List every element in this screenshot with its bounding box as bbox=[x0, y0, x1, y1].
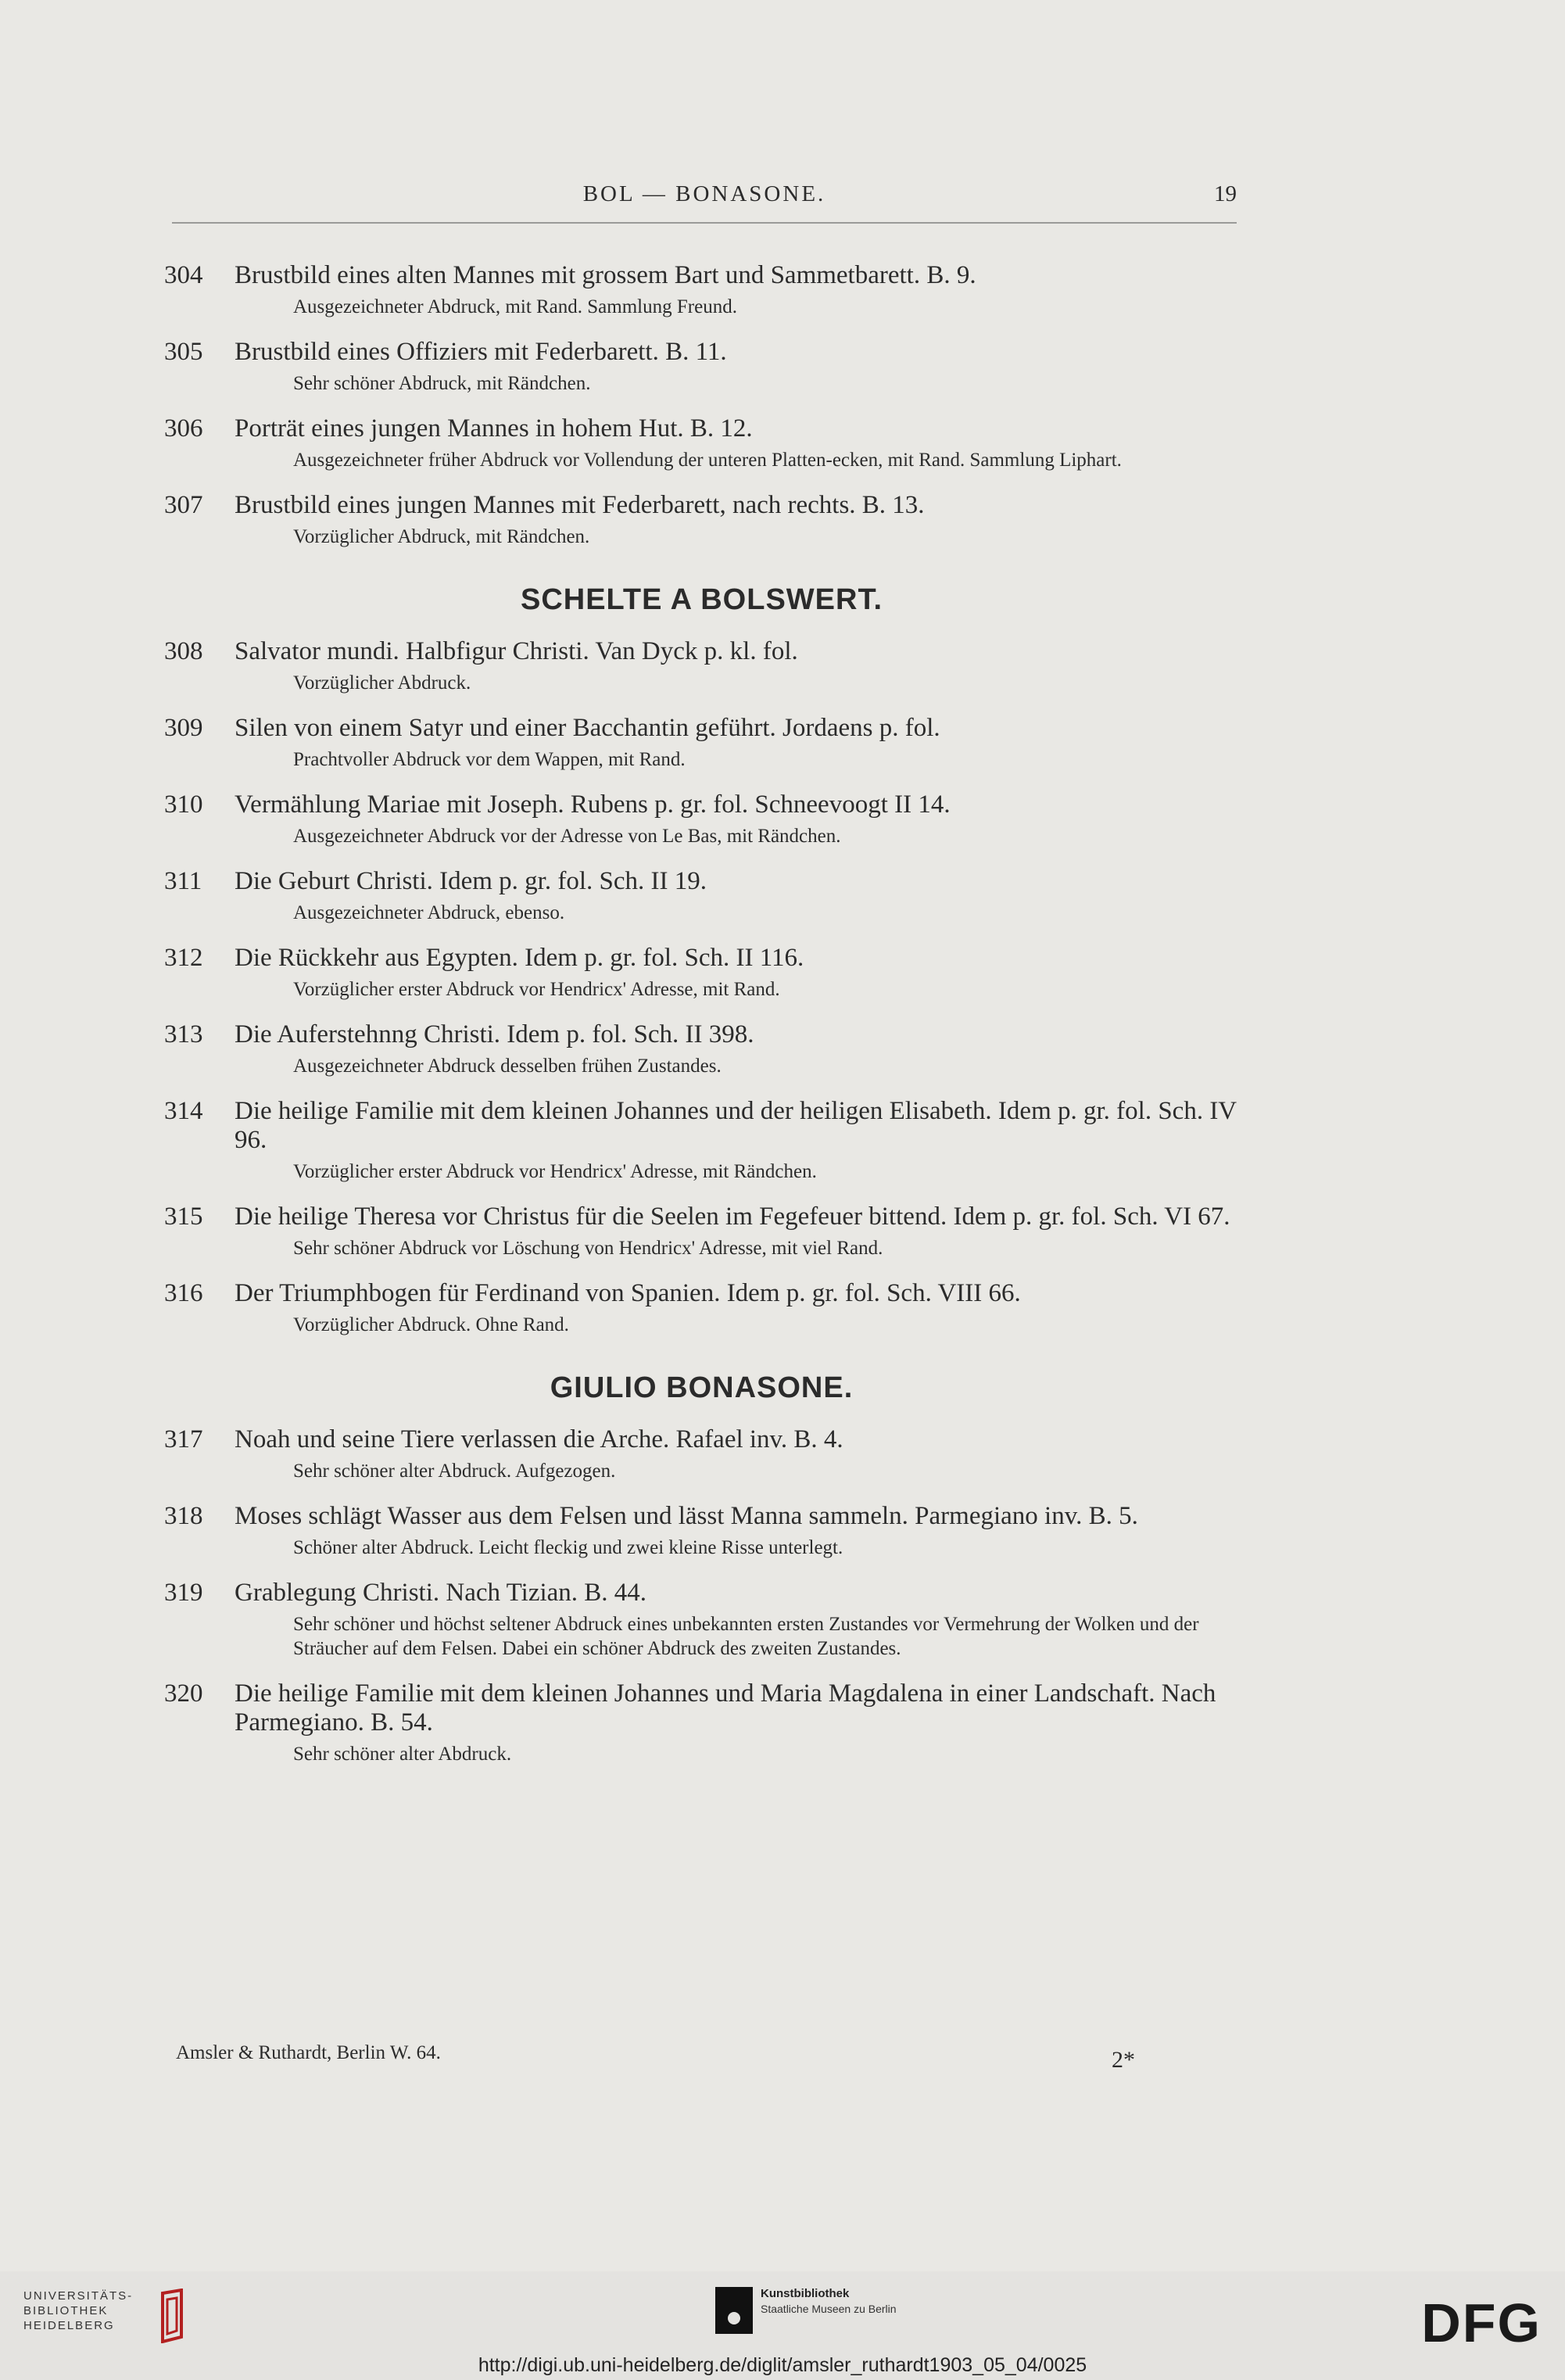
entry-condition-note: Sehr schöner alter Abdruck. Aufgezogen. bbox=[293, 1461, 616, 1482]
catalogue-entry bbox=[164, 1425, 1239, 1483]
entry-number: 304 bbox=[164, 261, 203, 289]
entry-title-line bbox=[164, 1097, 1239, 1155]
running-head-title: BOL — BONASONE. bbox=[582, 181, 826, 206]
entry-title-line bbox=[164, 1020, 1239, 1049]
entry-description: Brustbild eines jungen Mannes mit Federbarett, nach rechts. B. 13. bbox=[235, 491, 925, 519]
catalogue-entry bbox=[164, 338, 1239, 396]
page-number: 19 bbox=[1214, 181, 1237, 206]
digitization-footer bbox=[0, 2271, 1565, 2380]
entry-description: Grablegung Christi. Nach Tizian. B. 44. bbox=[235, 1579, 647, 1607]
catalogue-entry bbox=[164, 1097, 1239, 1184]
entry-condition-note: Ausgezeichneter früher Abdruck vor Vollendung der unteren Platten-ecken, mit Rand. Sammlung Liphart. bbox=[293, 450, 1122, 471]
section-heading: SCHELTE A BOLSWERT. bbox=[520, 583, 883, 616]
entry-title-line bbox=[164, 1579, 1239, 1608]
signature-mark: 2* bbox=[1112, 2047, 1135, 2073]
section-heading: GIULIO BONASONE. bbox=[550, 1371, 854, 1404]
entry-description: Brustbild eines alten Mannes mit grossem Bart und Sammetbarett. B. 9. bbox=[235, 261, 976, 289]
entry-number: 315 bbox=[164, 1203, 203, 1231]
entry-condition-note: Sehr schöner alter Abdruck. bbox=[293, 1744, 512, 1765]
entry-title-line bbox=[164, 1425, 1239, 1454]
entry-title-line bbox=[164, 1279, 1239, 1308]
entry-description: Die Auferstehnng Christi. Idem p. fol. Sch. II 398. bbox=[235, 1020, 754, 1048]
uni-emblem-icon bbox=[156, 2289, 188, 2347]
entry-title-line bbox=[164, 1679, 1239, 1737]
catalogue-entry bbox=[164, 867, 1239, 925]
entry-condition-note: Sehr schöner Abdruck, mit Rändchen. bbox=[293, 373, 591, 394]
catalogue-entry bbox=[164, 944, 1239, 1002]
entry-title-line bbox=[164, 790, 1239, 819]
entry-condition-note: Vorzüglicher Abdruck. bbox=[293, 672, 471, 694]
kunstbibliothek-subtitle: Staatliche Museen zu Berlin bbox=[761, 2303, 897, 2315]
catalogue-entry bbox=[164, 1502, 1239, 1560]
entry-description: Silen von einem Satyr und einer Bacchantin geführt. Jordaens p. fol. bbox=[235, 714, 940, 742]
entry-condition-note: Sehr schöner und höchst seltener Abdruck eines unbekannten ersten Zustandes vor Vermehrung der Wolken und der Sträucher auf dem Felsen. Dabei ein schöner Abdruck des zweiten Zustandes. bbox=[293, 1614, 1199, 1659]
entry-description: Salvator mundi. Halbfigur Christi. Van Dyck p. kl. fol. bbox=[235, 637, 798, 665]
catalogue-entries bbox=[164, 261, 1239, 1785]
entry-condition-note: Ausgezeichneter Abdruck, mit Rand. Sammlung Freund. bbox=[293, 296, 737, 317]
dfg-logo: DFG bbox=[1421, 2292, 1542, 2353]
entry-number: 307 bbox=[164, 491, 203, 519]
entry-condition-note: Ausgezeichneter Abdruck desselben frühen Zustandes. bbox=[293, 1056, 722, 1077]
catalogue-entry bbox=[164, 1020, 1239, 1078]
entry-condition-note: Prachtvoller Abdruck vor dem Wappen, mit Rand. bbox=[293, 749, 686, 770]
entry-description: Die heilige Familie mit dem kleinen Johannes und der heiligen Elisabeth. Idem p. gr. fol. Sch. IV 96. bbox=[235, 1097, 1237, 1154]
entry-number: 320 bbox=[164, 1679, 203, 1708]
entry-condition-note: Schöner alter Abdruck. Leicht fleckig und zwei kleine Risse unterlegt. bbox=[293, 1537, 843, 1558]
entry-number: 310 bbox=[164, 790, 203, 819]
entry-number: 319 bbox=[164, 1579, 203, 1607]
entry-number: 305 bbox=[164, 338, 203, 366]
catalogue-entry bbox=[164, 1203, 1239, 1260]
entry-description: Vermählung Mariae mit Joseph. Rubens p. gr. fol. Schneevoogt II 14. bbox=[235, 790, 951, 819]
uni-line-3: HEIDELBERG bbox=[23, 2319, 115, 2332]
entry-number: 306 bbox=[164, 414, 203, 443]
entry-title-line bbox=[164, 714, 1239, 743]
catalogue-entry bbox=[164, 714, 1239, 772]
entry-title-line bbox=[164, 1203, 1239, 1231]
entry-number: 309 bbox=[164, 714, 203, 742]
entry-number: 316 bbox=[164, 1279, 203, 1307]
entry-title-line bbox=[164, 944, 1239, 973]
uni-line-1: UNIVERSITÄTS- bbox=[23, 2289, 134, 2303]
entry-title-line bbox=[164, 867, 1239, 896]
entry-number: 308 bbox=[164, 637, 203, 665]
entry-description: Die heilige Familie mit dem kleinen Johannes und Maria Magdalena in einer Landschaft. Nach Parmegiano. B. 54. bbox=[235, 1679, 1216, 1737]
entry-description: Die Rückkehr aus Egypten. Idem p. gr. fol. Sch. II 116. bbox=[235, 944, 804, 972]
entry-description: Der Triumphbogen für Ferdinand von Spanien. Idem p. gr. fol. Sch. VIII 66. bbox=[235, 1279, 1021, 1307]
entry-title-line bbox=[164, 261, 1239, 290]
catalogue-entry bbox=[164, 1679, 1239, 1766]
catalogue-entry bbox=[164, 491, 1239, 549]
entry-description: Brustbild eines Offiziers mit Federbarett. B. 11. bbox=[235, 338, 727, 366]
entry-condition-note: Vorzüglicher erster Abdruck vor Hendricx' Adresse, mit Rand. bbox=[293, 979, 780, 1000]
entry-condition-note: Sehr schöner Abdruck vor Löschung von Hendricx' Adresse, mit viel Rand. bbox=[293, 1238, 883, 1259]
entry-title-line bbox=[164, 491, 1239, 520]
entry-title-line bbox=[164, 1502, 1239, 1531]
catalogue-entry bbox=[164, 790, 1239, 848]
entry-number: 317 bbox=[164, 1425, 203, 1453]
catalogue-entry bbox=[164, 1279, 1239, 1337]
university-library-logo bbox=[23, 2289, 133, 2333]
entry-condition-note: Ausgezeichneter Abdruck vor der Adresse von Le Bas, mit Rändchen. bbox=[293, 826, 841, 847]
entry-number: 313 bbox=[164, 1020, 203, 1048]
catalogue-entry bbox=[164, 1579, 1239, 1661]
printer-imprint: Amsler & Ruthardt, Berlin W. 64. bbox=[176, 2042, 441, 2063]
running-head bbox=[172, 181, 1237, 224]
entry-condition-note: Vorzüglicher erster Abdruck vor Hendricx' Adresse, mit Rändchen. bbox=[293, 1161, 817, 1182]
entry-description: Porträt eines jungen Mannes in hohem Hut. B. 12. bbox=[235, 414, 753, 443]
entry-description: Die Geburt Christi. Idem p. gr. fol. Sch. II 19. bbox=[235, 867, 707, 895]
entry-number: 318 bbox=[164, 1502, 203, 1530]
entry-condition-note: Vorzüglicher Abdruck. Ohne Rand. bbox=[293, 1314, 569, 1335]
kunstbibliothek-emblem-icon bbox=[715, 2287, 753, 2334]
kunstbibliothek-logo bbox=[715, 2287, 897, 2334]
catalogue-entry bbox=[164, 261, 1239, 319]
entry-description: Die heilige Theresa vor Christus für die Seelen im Fegefeuer bittend. Idem p. gr. fol. Sch. VI 67. bbox=[235, 1203, 1230, 1231]
permalink-url[interactable]: http://digi.ub.uni-heidelberg.de/diglit/amsler_ruthardt1903_05_04/0025 bbox=[478, 2354, 1087, 2376]
entry-title-line bbox=[164, 338, 1239, 367]
entry-number: 312 bbox=[164, 944, 203, 972]
entry-title-line bbox=[164, 637, 1239, 666]
entry-condition-note: Vorzüglicher Abdruck, mit Rändchen. bbox=[293, 526, 590, 547]
entry-description: Noah und seine Tiere verlassen die Arche. Rafael inv. B. 4. bbox=[235, 1425, 843, 1453]
entry-number: 314 bbox=[164, 1097, 203, 1125]
entry-condition-note: Ausgezeichneter Abdruck, ebenso. bbox=[293, 902, 565, 923]
entry-title-line bbox=[164, 414, 1239, 443]
uni-line-2: BIBLIOTHEK bbox=[23, 2304, 109, 2317]
entry-description: Moses schlägt Wasser aus dem Felsen und lässt Manna sammeln. Parmegiano inv. B. 5. bbox=[235, 1502, 1138, 1530]
catalogue-entry bbox=[164, 414, 1239, 472]
kunstbibliothek-title: Kunstbibliothek bbox=[761, 2287, 850, 2300]
entry-number: 311 bbox=[164, 867, 202, 895]
catalogue-entry bbox=[164, 637, 1239, 695]
